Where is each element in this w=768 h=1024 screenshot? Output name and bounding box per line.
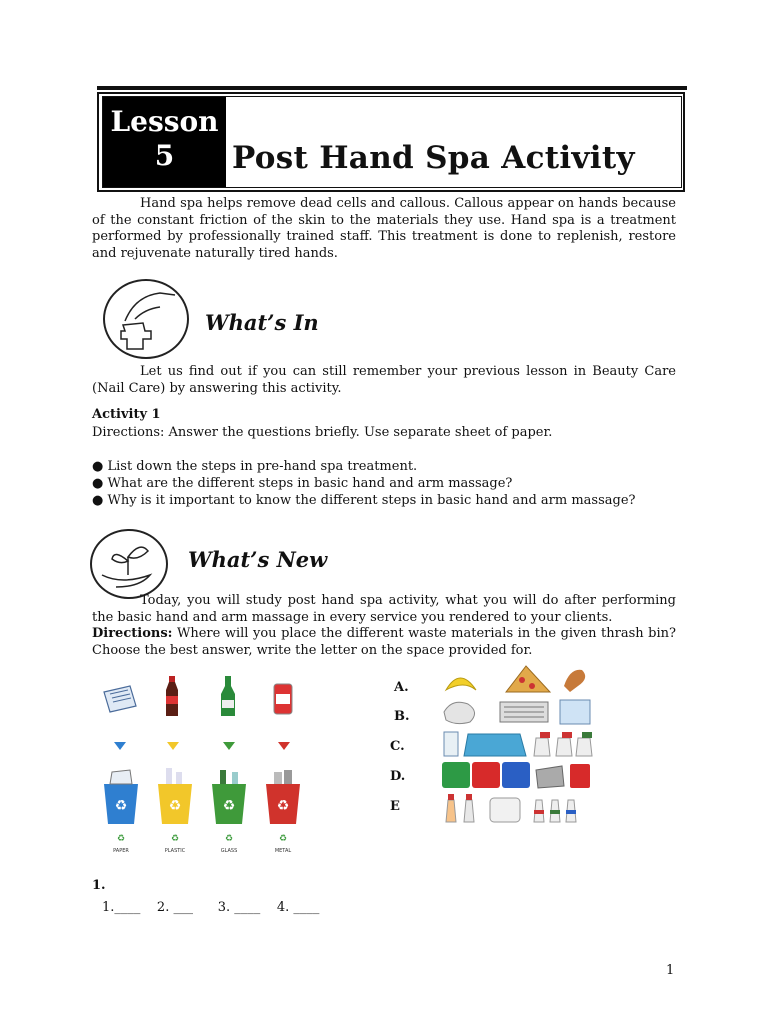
option-d-label: D. [390, 769, 406, 784]
lesson-number: 5 [154, 139, 175, 172]
whats-new-paragraph: Today, you will study post hand spa activity, what you will do after performing the basic hand and arm massage in every service you rendered to your clients. [92, 593, 676, 625]
option-e-label: E [390, 799, 400, 814]
arrow-down-icon [167, 742, 179, 750]
whats-new-title: What’s New [188, 547, 328, 572]
bottle-waste-icon [440, 792, 596, 824]
recycle-bin-icon [210, 768, 248, 826]
glass-bottle-icon [218, 676, 238, 718]
whats-in-title: What’s In [205, 310, 319, 335]
option-b-label: B. [394, 709, 410, 724]
plastic-waste-icon [440, 728, 596, 758]
recycle-bin-icon [156, 768, 194, 826]
svg-text:♻: ♻ [222, 798, 236, 814]
activity-directions: Directions: Answer the questions briefly. Use separate sheet of paper. [92, 425, 553, 440]
intro-paragraph: Hand spa helps remove dead cells and callous. Callous appear on hands because of the constant friction of the skin to the materials they use. Hand spa is a treatment performed by professionally trained staff. This treatment is done to replenish, restore and rejuvenate naturally tired hands. [92, 196, 676, 261]
paper-waste-icon [440, 696, 596, 726]
recycling-bins-illustration [92, 676, 312, 861]
arrow-down-icon [223, 742, 235, 750]
plastic-bin [156, 768, 194, 830]
recycle-bin-icon [102, 768, 140, 826]
seedling-hand-icon [90, 529, 168, 599]
arrow-down-icon [278, 742, 290, 750]
svg-text:♻: ♻ [276, 798, 290, 814]
whats-in-paragraph: Let us find out if you can still remember your previous lesson in Beauty Care (Nail Care) by answering this activity. [92, 364, 676, 396]
lesson-badge [103, 97, 226, 187]
page-number: 1 [666, 963, 675, 978]
answer-heading: 1. [92, 878, 106, 893]
directions-text: Where will you place the different waste materials in the given thrash bin? Choose the best answer, write the letter on the space provided for. [92, 626, 676, 658]
arrow-down-icon [114, 742, 126, 750]
option-c-label: C. [390, 739, 405, 754]
metal-can-icon [272, 682, 294, 716]
header-top-rule [97, 86, 687, 90]
question-3: ● Why is it important to know the different steps in basic hand and arm massage? [92, 493, 636, 508]
recycle-bin-icon [264, 768, 302, 826]
option-a-label: A. [394, 680, 409, 695]
question-2: ● What are the different steps in basic hand and arm massage? [92, 476, 513, 491]
metal-bin [264, 768, 302, 830]
puzzle-hand-icon [103, 279, 189, 359]
question-1: ● List down the steps in pre-hand spa treatment. [92, 459, 418, 474]
lesson-label: Lesson [110, 105, 219, 138]
recycle-icon: ♻ [170, 834, 180, 844]
bin-label-glass: GLASS [220, 848, 238, 854]
recycle-icon: ♻ [116, 834, 126, 844]
bin-label-metal: METAL [274, 848, 292, 854]
soda-bottle-icon [162, 676, 182, 718]
metal-waste-icon [440, 760, 596, 790]
waste-items-illustration [438, 660, 598, 826]
newspaper-icon [100, 682, 140, 716]
glass-bin [210, 768, 248, 830]
paper-bin [102, 768, 140, 830]
whats-new-directions [92, 626, 676, 659]
page-title: Post Hand Spa Activity [232, 140, 635, 176]
directions-label: Directions: [92, 626, 173, 641]
activity-title: Activity 1 [92, 407, 161, 422]
recycle-icon: ♻ [278, 834, 288, 844]
bin-label-paper: PAPER [113, 848, 129, 854]
recycle-icon: ♻ [224, 834, 234, 844]
food-waste-icon [440, 662, 596, 694]
svg-text:♻: ♻ [168, 798, 182, 814]
svg-text:♻: ♻ [114, 798, 128, 814]
answer-blanks[interactable]: 1.____ 2. ___ 3. ____ 4. ____ [102, 900, 320, 915]
bin-label-plastic: PLASTIC [164, 848, 186, 854]
